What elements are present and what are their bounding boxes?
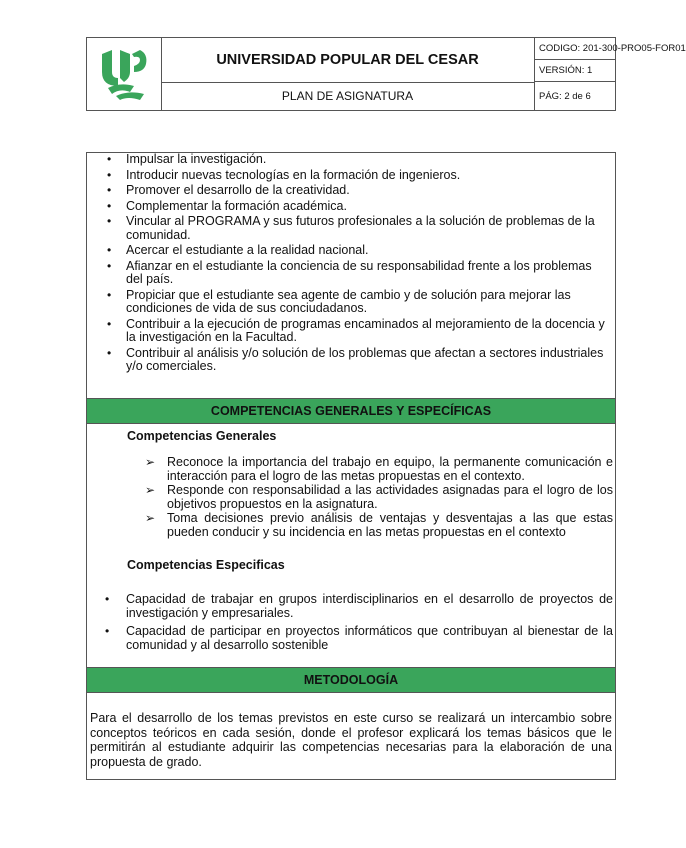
bullet-icon: • [107,152,112,166]
list-item: • Capacidad de participar en proyectos informáticos que contribuyan al bienestar de la comunidad y al desarrollo sostenible [105,624,613,652]
logo-cell [87,38,162,110]
list-item: ➢ Responde con responsabilidad a las actividades asignadas para el logro de los objetivos propuestos en la asignatura. [145,483,613,511]
bullet-icon: • [107,183,112,197]
list-item: • Contribuir al análisis y/o solución de los problemas que afectan a sectores industriales y/o comerciales. [107,345,604,373]
list-item: ➢ Toma decisiones previo análisis de ventajas y desventajas a las que estas pueden conducir y su incidencia en las metas propuestas en el contexto [145,511,613,539]
competencias-generales-title: Competencias Generales [127,429,277,443]
bullet-icon: • [107,316,112,331]
competencias-generales-list [145,456,613,540]
list-item: • Impulsar la investigación. [107,152,267,166]
list-item: • Complementar la formación académica. [107,198,347,213]
bullet-icon: • [107,258,112,273]
page-number: PÁG: 2 de 6 [539,90,591,102]
competencias-especificas-list [105,593,613,657]
bullet-icon: • [107,198,112,213]
bullet-icon: • [107,167,112,182]
competencias-section-title: COMPETENCIAS GENERALES Y ESPECÍFICAS [87,398,615,424]
university-title: UNIVERSIDAD POPULAR DEL CESAR [161,38,535,83]
list-item: • Afianzar en el estudiante la conciencia de su responsabilidad frente a los problemas del país. [107,258,592,286]
list-item: • Vincular al PROGRAMA y sus futuros profesionales a la solución de problemas de la comunidad. [107,214,595,242]
list-item: • Capacidad de trabajar en grupos interdisciplinarios en el desarrollo de proyectos de investigación y empresariales. [105,592,613,620]
metodologia-section-title: METODOLOGÍA [87,667,615,693]
document-version: VERSIÓN: 1 [535,60,616,82]
list-item: • Promover el desarrollo de la creatividad. [107,183,350,197]
list-item: • Introducir nuevas tecnologías en la formación de ingenieros. [107,167,461,182]
list-item: • Propiciar que el estudiante sea agente de cambio y de solución para mejorar las condiciones de vida de sus conciudadanos. [107,287,571,315]
bullet-icon: • [107,287,112,302]
bullet-icon: • [107,214,112,228]
document-code: CODIGO: 201-300-PRO05-FOR01 [535,38,616,60]
list-item: • Acercar el estudiante a la realidad nacional. [107,243,369,257]
upc-logo-icon [100,48,148,100]
bullet-icon: • [105,592,110,606]
list-item: • Contribuir a la ejecución de programas encaminados al mejoramiento de la docencia y la investigación en la Facultad. [107,316,605,344]
arrow-bullet-icon: ➢ [145,483,156,497]
bullet-icon: • [107,345,112,360]
objectives-list [107,153,607,376]
arrow-bullet-icon: ➢ [145,455,156,469]
bullet-icon: • [105,624,110,638]
bullet-icon: • [107,243,112,257]
competencias-especificas-title: Competencias Especificas [127,558,285,572]
arrow-bullet-icon: ➢ [145,511,156,525]
content-box [86,152,616,780]
metodologia-text: Para el desarrollo de los temas previstos en este curso se realizará un intercambio sobre conceptos teóricos en cada sesión, donde el profesor explicará los temas básicos que le permitirán al estudiante adquirir las competencias necesarias para la elaboración de una propuesta de grado. [90,711,612,769]
document-type: PLAN DE ASIGNATURA [161,82,535,110]
list-item: ➢ Reconoce la importancia del trabajo en equipo, la permanente comunicación e interacción para el logro de las metas propuestas en el contexto. [145,455,613,483]
document-header [86,37,686,111]
